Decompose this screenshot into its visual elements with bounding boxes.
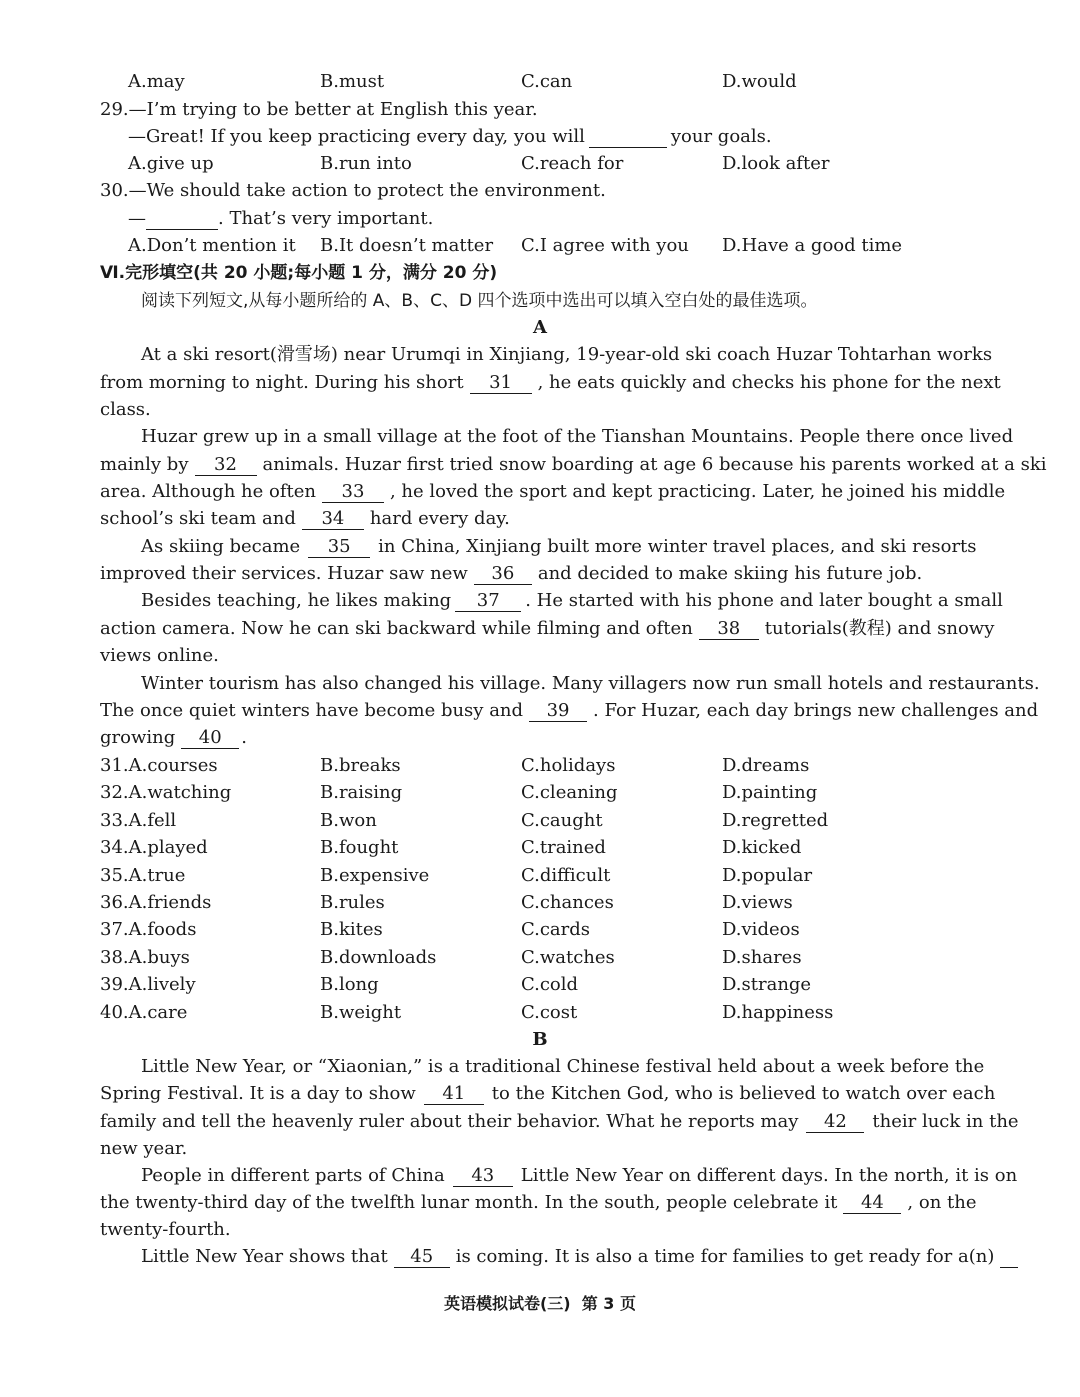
option-b: B.rules [320, 892, 385, 913]
text-segment: to the Kitchen God, who is believed to watch over each [491, 1083, 996, 1104]
option-c: C.cleaning [521, 782, 618, 804]
option-b: B.It doesn’t matter [320, 235, 494, 256]
option-c: C.watches [521, 946, 615, 968]
option-c: C.can [521, 71, 573, 92]
option-a: A.Don’t mention it [128, 235, 296, 256]
option-b: B.run into [320, 153, 412, 174]
text-segment: , on the [907, 1192, 977, 1213]
option-a: 36.A.friends [100, 892, 212, 913]
text-segment: Spring Festival. It is a day to show [100, 1083, 416, 1104]
option-row [0, 836, 980, 860]
option-c: C.holidays [521, 755, 616, 776]
text-segment: As skiing became [141, 536, 301, 557]
passage-a-label: A [533, 317, 547, 338]
q29-answer-line [128, 125, 772, 149]
q30-blank [146, 209, 218, 230]
q28-options [0, 70, 980, 94]
option-a: 32.A.watching [100, 782, 232, 804]
passage-a-text [100, 480, 1005, 504]
text-segment: hard every day. [369, 508, 510, 529]
q29-options [0, 152, 980, 176]
passage-a-text [100, 371, 1001, 395]
option-d: D.strange [722, 974, 812, 996]
option-c: C.I agree with you [521, 235, 689, 256]
option-c: C.trained [521, 837, 606, 859]
option-b: B.long [320, 974, 379, 996]
option-d: D.Have a good time [722, 235, 903, 256]
section-instruction: 阅读下列短文,从每小题所给的 A、B、C、D 四个选项中选出可以填入空白处的最佳选项。 [141, 291, 818, 311]
option-d: D.shares [722, 946, 802, 968]
option-b: B.breaks [320, 755, 401, 776]
option-a: 35.A.true [100, 864, 186, 886]
option-d: D.popular [722, 864, 813, 886]
text-segment: Besides teaching, he likes making [141, 590, 452, 611]
text-segment: People in different parts of China [141, 1165, 445, 1186]
passage-b-text [100, 1082, 995, 1106]
passage-b-text [141, 1164, 1017, 1188]
blank-33: 33 [322, 482, 384, 503]
text-segment: their luck in the [872, 1111, 1019, 1132]
option-a: 34.A.played [100, 837, 208, 859]
option-row [0, 809, 980, 833]
passage-a-text: views online. [100, 645, 219, 666]
option-row [0, 946, 980, 970]
text-segment: animals. Huzar first tried snow boarding at age 6 because his parents worked at a ski [262, 454, 1047, 475]
option-a: A.may [128, 71, 185, 92]
option-d: D.painting [722, 782, 818, 804]
option-b: B.weight [320, 1001, 402, 1023]
option-d: D.look after [722, 153, 830, 174]
option-row [0, 891, 980, 915]
option-d: D.videos [722, 919, 800, 941]
text-segment: . He started with his phone and later bought a small [525, 590, 1003, 611]
q30-answer-dash: — [128, 208, 146, 229]
text-segment: . [241, 727, 247, 748]
passage-a-text: Winter tourism has also changed his village. Many villagers now run small hotels and restaurants. [141, 673, 1040, 694]
blank-40: 40 [181, 728, 239, 749]
passage-a-text [100, 562, 922, 586]
passage-a-text [100, 453, 1047, 477]
text-segment: . For Huzar, each day brings new challenges and [593, 700, 1039, 721]
blank-44: 44 [843, 1193, 901, 1214]
option-c: C.cost [521, 1001, 578, 1023]
q29-blank [589, 127, 667, 148]
q29-question: 29.—I’m trying to be better at English this year. [100, 99, 538, 120]
option-b: B.fought [320, 837, 399, 859]
blank-46 [1000, 1247, 1018, 1268]
option-c: C.reach for [521, 153, 624, 174]
q30-options [0, 234, 980, 258]
option-a: 40.A.care [100, 1001, 188, 1023]
option-d: D.views [722, 892, 793, 913]
page-footer: 英语模拟试卷(三) 第 3 页 [443, 1294, 637, 1313]
passage-b-text [100, 1110, 1019, 1134]
passage-a-text [141, 589, 1003, 613]
section-heading: Ⅵ.完形填空(共 20 小题;每小题 1 分，满分 20 分) [100, 263, 498, 283]
text-segment: Little New Year on different days. In the north, it is on [520, 1165, 1018, 1186]
option-b: B.raising [320, 782, 403, 804]
passage-b-text [141, 1245, 1018, 1269]
option-c: C.cold [521, 974, 579, 996]
passage-a-text: class. [100, 399, 151, 420]
blank-36: 36 [474, 564, 532, 585]
option-row [0, 864, 980, 888]
passage-b-text: twenty-fourth. [100, 1219, 231, 1240]
passage-b-text: new year. [100, 1138, 188, 1159]
text-segment: and decided to make skiing his future job. [537, 563, 923, 584]
option-d: D.happiness [722, 1001, 834, 1023]
q29-answer-end: your goals. [670, 126, 772, 147]
text-segment: Little New Year shows that [141, 1246, 388, 1267]
passage-a-text [100, 507, 510, 531]
option-b: B.expensive [320, 864, 430, 886]
q30-answer-end: . That’s very important. [218, 208, 434, 229]
text-segment: area. Although he often [100, 481, 316, 502]
text-segment: school’s ski team and [100, 508, 296, 529]
blank-43: 43 [453, 1166, 513, 1187]
option-c: C.cards [521, 919, 591, 941]
text-segment: action camera. Now he can ski backward while filming and often [100, 618, 693, 639]
passage-a-text: Huzar grew up in a small village at the foot of the Tianshan Mountains. People there once lived [141, 426, 1014, 447]
option-c: C.caught [521, 809, 603, 831]
option-b: B.won [320, 809, 377, 831]
option-row [0, 781, 980, 805]
option-b: B.downloads [320, 946, 437, 968]
blank-35: 35 [308, 537, 370, 558]
option-a: 39.A.lively [100, 974, 196, 996]
option-row [0, 918, 980, 942]
option-row [0, 973, 980, 997]
text-segment: the twenty-third day of the twelfth lunar month. In the south, people celebrate it [100, 1192, 838, 1213]
text-segment: mainly by [100, 454, 189, 475]
option-a: 37.A.foods [100, 919, 197, 941]
option-a: 38.A.buys [100, 946, 190, 968]
blank-39: 39 [529, 701, 587, 722]
option-d: D.dreams [722, 755, 810, 776]
text-segment: in China, Xinjiang built more winter travel places, and ski resorts [378, 536, 977, 557]
text-segment: , he loved the sport and kept practicing. Later, he joined his middle [389, 481, 1006, 502]
option-a: A.give up [128, 153, 214, 174]
blank-45: 45 [394, 1247, 450, 1268]
blank-32: 32 [195, 455, 257, 476]
text-segment: growing [100, 727, 176, 748]
passage-a-text: At a ski resort(滑雪场) near Urumqi in Xinjiang, 19-year-old ski coach Huzar Tohtarhan works [141, 344, 993, 365]
blank-38: 38 [699, 619, 759, 640]
text-segment: The once quiet winters have become busy and [100, 700, 524, 721]
passage-a-text [100, 699, 1038, 723]
option-c: C.difficult [521, 864, 611, 886]
option-d: D.would [722, 71, 797, 92]
blank-42: 42 [806, 1112, 864, 1133]
blank-31: 31 [470, 373, 532, 394]
option-row [0, 754, 980, 778]
option-d: D.regretted [722, 809, 829, 831]
text-segment: tutorials(教程) and snowy [764, 618, 995, 639]
passage-b-label: B [532, 1029, 548, 1050]
text-segment: is coming. It is also a time for families to get ready for a(n) [455, 1246, 995, 1267]
passage-a-text [100, 726, 247, 750]
option-a: 33.A.fell [100, 809, 177, 831]
q30-question: 30.—We should take action to protect the environment. [100, 180, 606, 201]
q29-answer-text: —Great! If you keep practicing every day, you will [128, 126, 585, 147]
option-row [0, 1001, 980, 1025]
option-c: C.chances [521, 892, 614, 913]
passage-a-text [141, 535, 977, 559]
passage-a-text [100, 617, 994, 641]
passage-b-text: Little New Year, or “Xiaonian,” is a traditional Chinese festival held about a week before the [141, 1056, 985, 1077]
text-segment: improved their services. Huzar saw new [100, 563, 468, 584]
blank-34: 34 [302, 509, 364, 530]
q30-answer-line [128, 207, 433, 231]
option-b: B.kites [320, 919, 383, 941]
passage-b-text [100, 1191, 977, 1215]
option-d: D.kicked [722, 837, 802, 859]
text-segment: , he eats quickly and checks his phone for the next [537, 372, 1001, 393]
option-a: 31.A.courses [100, 755, 218, 776]
text-segment: family and tell the heavenly ruler about their behavior. What he reports may [100, 1111, 799, 1132]
option-b: B.must [320, 71, 385, 92]
text-segment: from morning to night. During his short [100, 372, 464, 393]
blank-37: 37 [455, 591, 521, 612]
blank-41: 41 [424, 1084, 484, 1105]
